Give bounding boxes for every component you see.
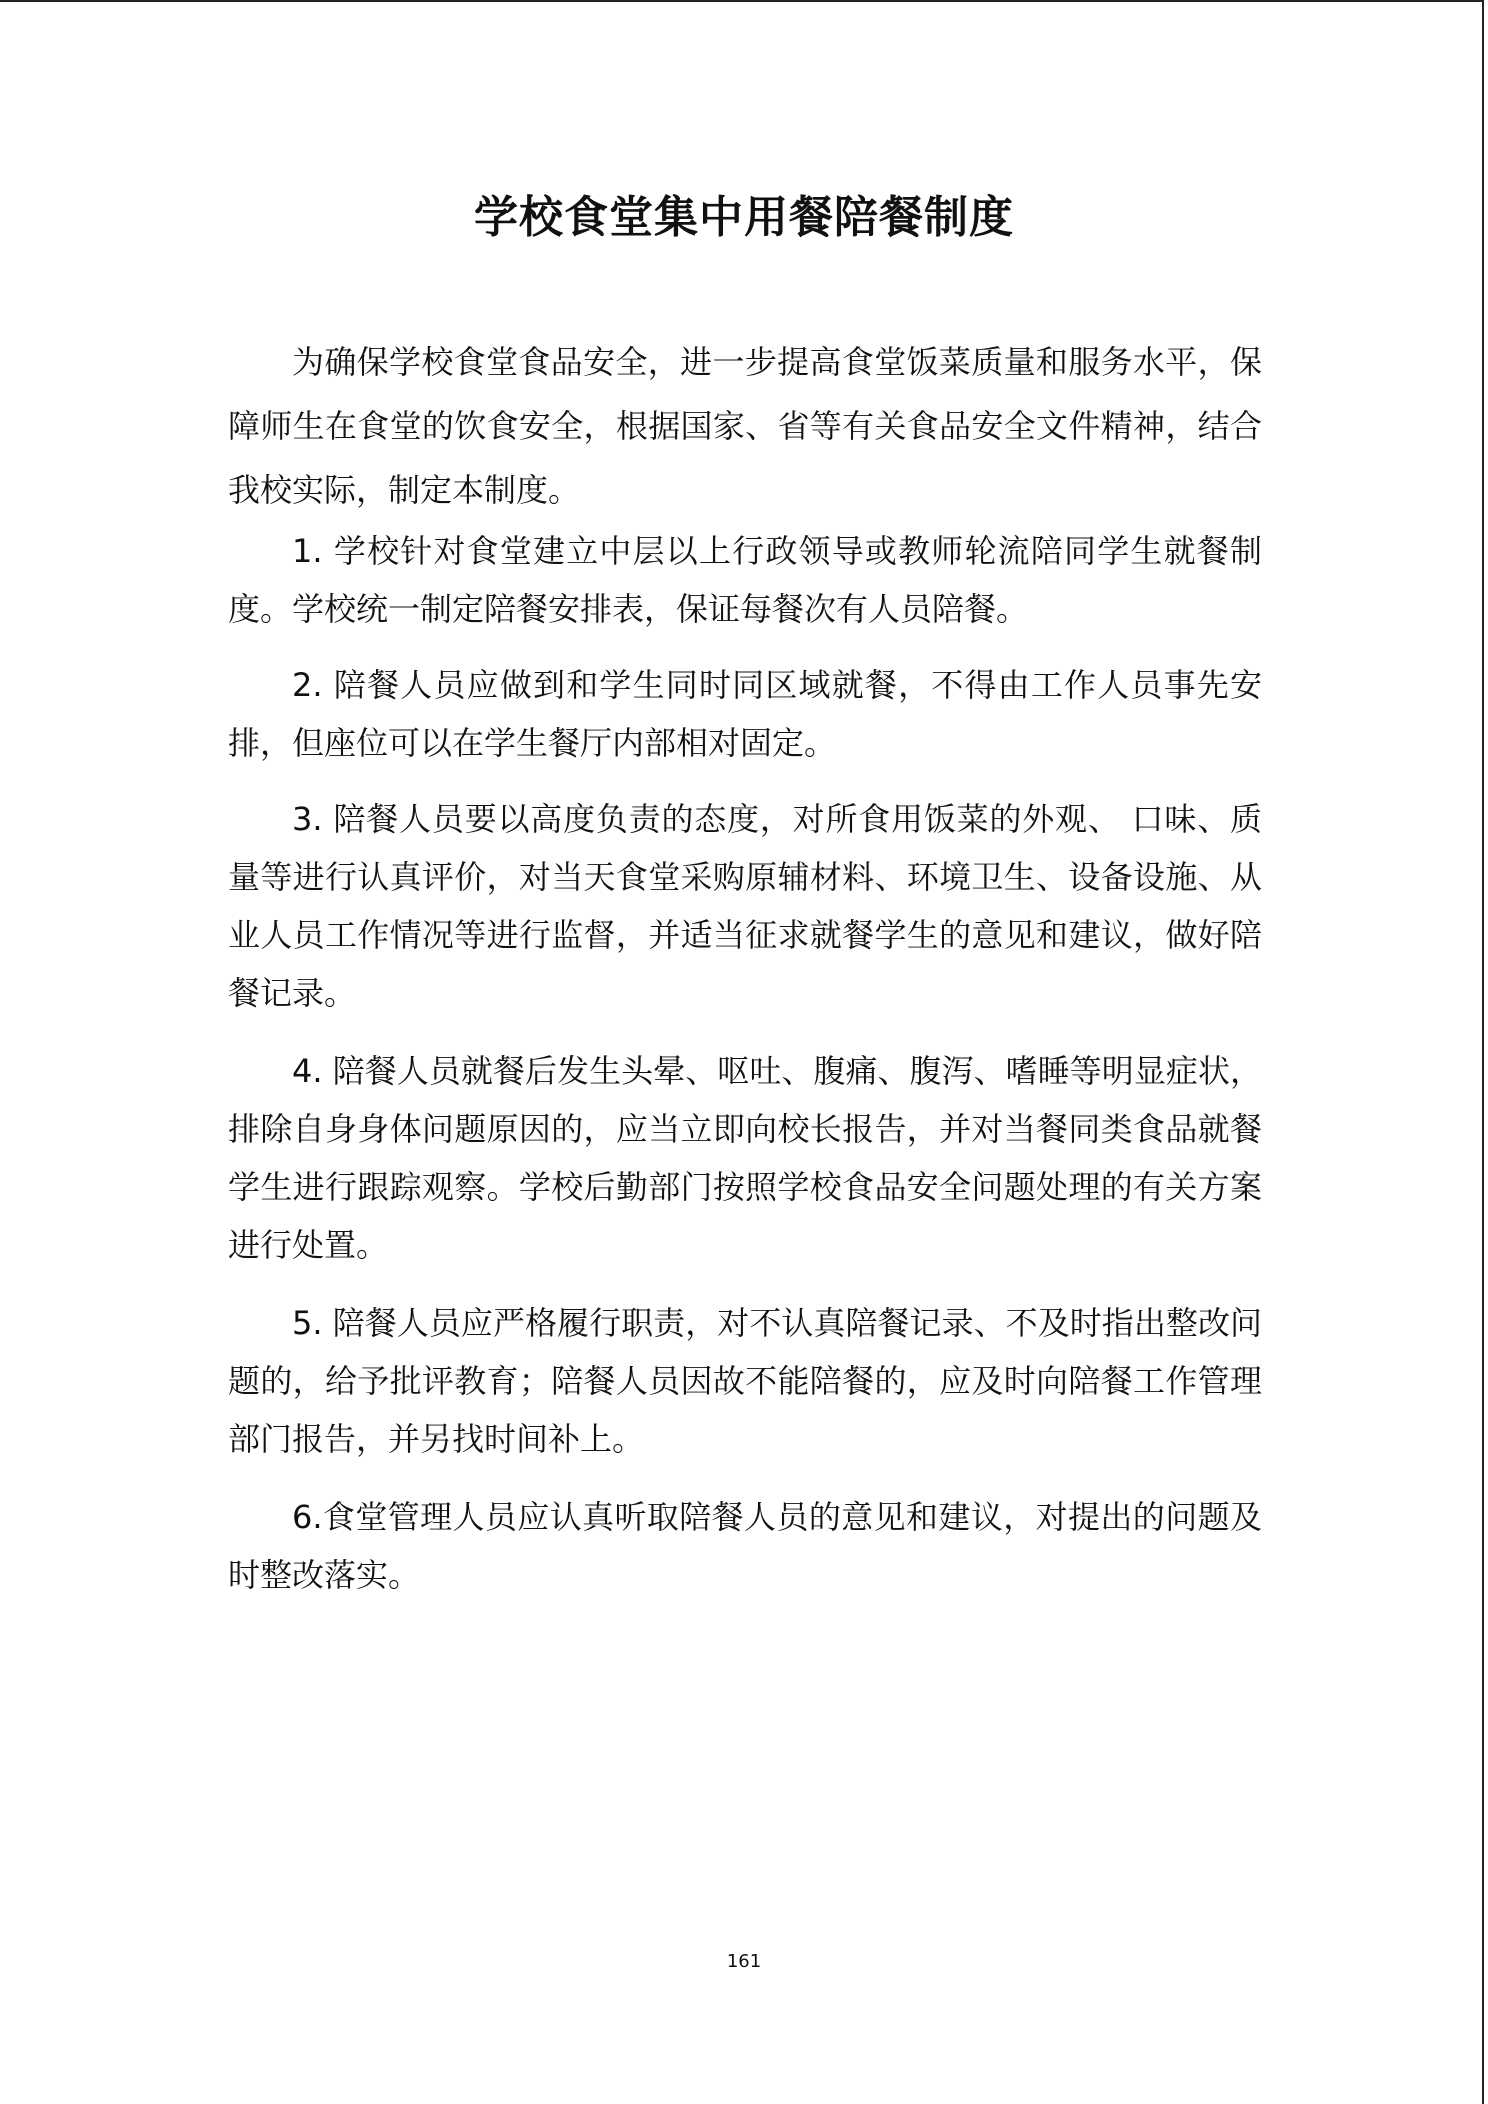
rule-item-2: 2. 陪餐人员应做到和学生同时同区域就餐，不得由工作人员事先安排，但座位可以在学生餐厅内部相对固定。: [228, 666, 1262, 762]
intro-paragraph: 为确保学校食堂食品安全，进一步提高食堂饭菜质量和服务水平，保障师生在食堂的饮食安全，根据国家、省等有关食品安全文件精神，结合我校实际，制定本制度。: [228, 343, 1262, 509]
document-body: [228, 330, 1262, 1604]
rule-item-4: 4. 陪餐人员就餐后发生头晕、呕吐、腹痛、腹泻、嗜睡等明显症状，排除自身身体问题原因的，应当立即向校长报告，并对当餐同类食品就餐学生进行跟踪观察。学校后勤部门按照学校食品安全问题处理的有关方案进行处置。: [228, 1052, 1262, 1264]
rule-item-6: 6.食堂管理人员应认真听取陪餐人员的意见和建议，对提出的问题及时整改落实。: [228, 1498, 1262, 1594]
rule-item-5: 5. 陪餐人员应严格履行职责，对不认真陪餐记录、不及时指出整改问题的，给予批评教育；陪餐人员因故不能陪餐的，应及时向陪餐工作管理部门报告，并另找时间补上。: [228, 1304, 1262, 1458]
rule-item-3: 3. 陪餐人员要以高度负责的态度，对所食用饭菜的外观、 口味、质量等进行认真评价，对当天食堂采购原辅材料、环境卫生、设备设施、从业人员工作情况等进行监督，并适当征求就餐学生的意见和建议，做好陪餐记录。: [228, 800, 1262, 1012]
rule-item-1: 1. 学校针对食堂建立中层以上行政领导或教师轮流陪同学生就餐制度。学校统一制定陪餐安排表，保证每餐次有人员陪餐。: [228, 532, 1262, 628]
page-number: 161: [726, 1951, 762, 1972]
page-title: 学校食堂集中用餐陪餐制度: [474, 192, 1014, 243]
